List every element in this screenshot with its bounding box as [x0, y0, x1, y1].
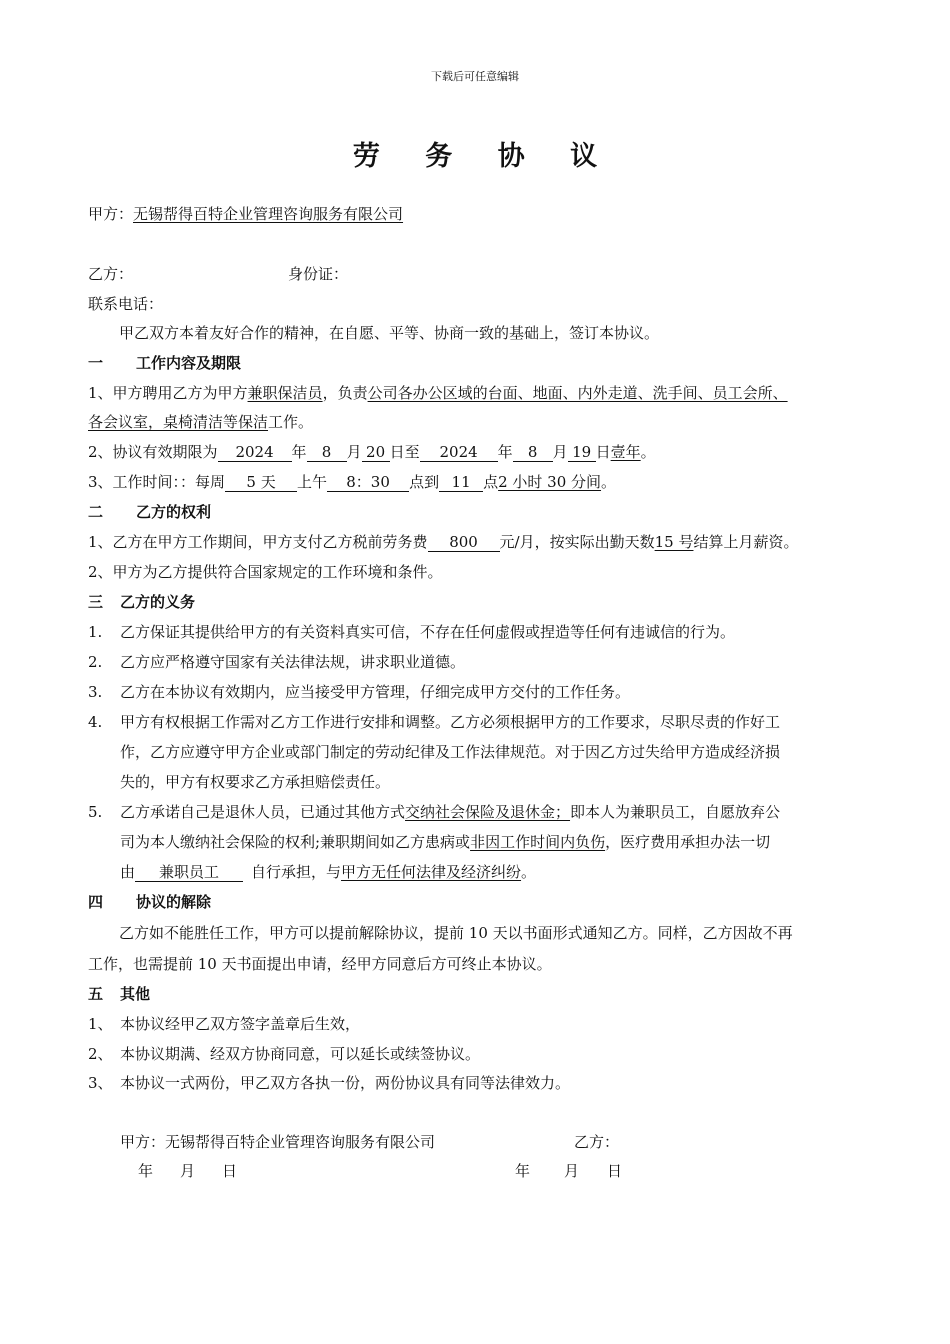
s1-item-1-line-2	[88, 412, 313, 432]
party-a-line	[88, 204, 403, 224]
s1-item-1-text: 1、甲方聘用乙方为甲方	[88, 384, 248, 402]
party-b-id-label: 身份证：	[288, 265, 349, 283]
s3-item-1-number: 1.	[88, 623, 103, 641]
section-4-title: 协议的解除	[136, 893, 212, 911]
page-title: 劳 务 协 议	[352, 141, 616, 172]
year-unit: 年	[291, 443, 307, 461]
party-a-date-day: 日	[222, 1162, 238, 1180]
party-a-date-year: 年	[138, 1162, 154, 1180]
s3-item-3-number: 3.	[88, 683, 103, 701]
s2-item-1-text-b: 元/月，按实际出勤天数	[499, 533, 655, 551]
s2-item-2: 2、甲方为乙方提供符合国家规定的工作环境和条件。	[88, 563, 443, 581]
end-day: 19	[568, 443, 596, 462]
signature-party-b: 乙方：	[574, 1133, 620, 1151]
s5-item-1-text: 本协议经甲乙双方签字盖章后生效，	[120, 1015, 361, 1033]
work-duration: 2 小时 30 分间	[498, 473, 602, 491]
section-1-number: 一	[88, 354, 104, 372]
work-days: 5 天	[225, 473, 297, 492]
period-mark-3: 。	[521, 863, 537, 881]
s5-item-2-text: 本协议期满、经双方协商同意，可以延长或续签协议。	[120, 1045, 481, 1063]
no-dispute-clause: 甲方无任何法律及经济纠纷	[341, 863, 522, 881]
period-mark-2: 。	[601, 473, 617, 491]
party-a-name: 无锡帮得百特企业管理咨询服务有限公司	[133, 205, 404, 223]
year-unit-2: 年	[497, 443, 513, 461]
service-fee: 800	[428, 533, 500, 552]
s1-item-3	[88, 472, 616, 492]
s1-areas-1: 公司各办公区域的台面、地面、内外走道、洗手间、员工会所、	[367, 384, 788, 402]
s1-item-1-text-c: 工作。	[268, 413, 314, 431]
hour-unit: 点	[483, 473, 499, 491]
party-b-date-month: 月	[564, 1162, 580, 1180]
s3-item-5-text-e: 由	[120, 863, 136, 881]
s3-item-5-line-2	[120, 832, 770, 852]
party-b-date-year: 年	[515, 1162, 531, 1180]
s5-item-3-number: 3、	[88, 1074, 113, 1092]
end-year: 2024	[420, 443, 498, 462]
s5-item-1-number: 1、	[88, 1015, 113, 1033]
s3-item-5-text-c: 司为本人缴纳社会保险的权利;兼职期间如乙方患病或	[120, 833, 471, 851]
section-3-number: 三	[88, 593, 104, 611]
s3-item-5-number: 5.	[88, 803, 103, 821]
s1-areas-2: 各会议室，桌椅清洁等保洁	[88, 413, 269, 431]
s1-item-2	[88, 442, 656, 462]
party-b-label: 乙方：	[88, 265, 134, 283]
day-unit-2: 日	[595, 443, 611, 461]
section-5-number: 五	[88, 985, 104, 1003]
s3-item-5-text-a: 乙方承诺自己是退休人员，已通过其他方式	[120, 803, 406, 821]
s2-item-1-text: 1、乙方在甲方工作期间，甲方支付乙方税前劳务费	[88, 533, 428, 551]
s2-item-1-text-c: 结算上月薪资。	[693, 533, 799, 551]
section-3-title: 乙方的义务	[120, 593, 196, 611]
s5-item-2-number: 2、	[88, 1045, 113, 1063]
section-5-title: 其他	[120, 985, 151, 1003]
section-2-title: 乙方的权利	[136, 503, 212, 521]
morning-text: 上午	[297, 473, 328, 491]
s4-line-1: 乙方如不能胜任工作，甲方可以提前解除协议，提前 10 天以书面形式通知乙方。同样，乙方因故不再	[119, 924, 793, 942]
s3-item-5-text-f: 自行承担，与	[251, 863, 342, 881]
page-header-note: 下载后可任意编辑	[431, 70, 519, 83]
s1-item-3-text: 3、工作时间：：每周	[88, 473, 226, 491]
end-month: 8	[513, 443, 553, 462]
start-year: 2024	[218, 443, 292, 462]
start-month: 8	[307, 443, 347, 462]
period-mark: 。	[640, 443, 656, 461]
injury-clause: 非因工作时间内负伤	[470, 833, 606, 851]
section-1-title: 工作内容及期限	[136, 354, 242, 372]
s3-item-1-text: 乙方保证其提供给甲方的有关资料真实可信，不存在任何虚假或捏造等任何有违诚信的行为。	[120, 623, 736, 641]
intro-paragraph: 甲乙双方本着友好合作的精神，在自愿、平等、协商一致的基础上，签订本协议。	[119, 324, 660, 342]
s1-item-1-text-b: ，负责	[322, 384, 368, 402]
s3-item-5-text-d: ，医疗费用承担办法一切	[605, 833, 771, 851]
responsible-party: 兼职员工	[135, 863, 243, 882]
s3-item-4-number: 4.	[88, 713, 103, 731]
s1-item-2-text: 2、协议有效期限为	[88, 443, 218, 461]
start-time: 8：30	[327, 473, 409, 492]
party-b-phone-label: 联系电话：	[88, 295, 164, 313]
s3-item-5-text-b: 即本人为兼职员工，自愿放弃公	[570, 803, 781, 821]
section-4-number: 四	[88, 893, 104, 911]
s3-item-2-number: 2.	[88, 653, 103, 671]
day-to-text: 日至	[389, 443, 420, 461]
signature-party-a: 甲方：无锡帮得百特企业管理咨询服务有限公司	[120, 1133, 436, 1151]
s3-item-4-line-3: 失的，甲方有权要求乙方承担赔偿责任。	[120, 773, 391, 791]
s2-item-1	[88, 532, 798, 552]
to-text: 点到	[409, 473, 440, 491]
party-a-date-month: 月	[180, 1162, 196, 1180]
month-unit: 月	[346, 443, 362, 461]
start-day: 20	[362, 443, 390, 462]
end-hour: 11	[439, 473, 483, 492]
s3-item-4-line-1: 甲方有权根据工作需对乙方工作进行安排和调整。乙方必须根据甲方的工作要求，尽职尽责的作好工	[120, 713, 781, 731]
party-b-date-day: 日	[607, 1162, 623, 1180]
s1-role: 兼职保洁员	[247, 384, 323, 402]
party-a-label: 甲方：	[88, 205, 134, 223]
s4-line-2: 工作，也需提前 10 天书面提出申请，经甲方同意后方可终止本协议。	[88, 955, 552, 973]
month-unit-2: 月	[552, 443, 568, 461]
s3-item-5-line-3	[120, 862, 536, 882]
settlement-day: 15 号	[654, 533, 694, 551]
s3-item-4-line-2: 作，乙方应遵守甲方企业或部门制定的劳动纪律及工作法律规范。对于因乙方过失给甲方造成经济损	[120, 743, 781, 761]
section-2-number: 二	[88, 503, 104, 521]
s5-item-3-text: 本协议一式两份，甲乙双方各执一份，两份协议具有同等法律效力。	[120, 1074, 571, 1092]
s3-item-2-text: 乙方应严格遵守国家有关法律法规，讲求职业道德。	[120, 653, 466, 671]
duration: 壹年	[610, 443, 641, 461]
s3-item-5-line-1	[120, 802, 780, 822]
s1-item-1-line-1	[88, 383, 788, 403]
insurance-clause: 交纳社会保险及退休金；	[405, 803, 571, 821]
s3-item-3-text: 乙方在本协议有效期内，应当接受甲方管理，仔细完成甲方交付的工作任务。	[120, 683, 631, 701]
